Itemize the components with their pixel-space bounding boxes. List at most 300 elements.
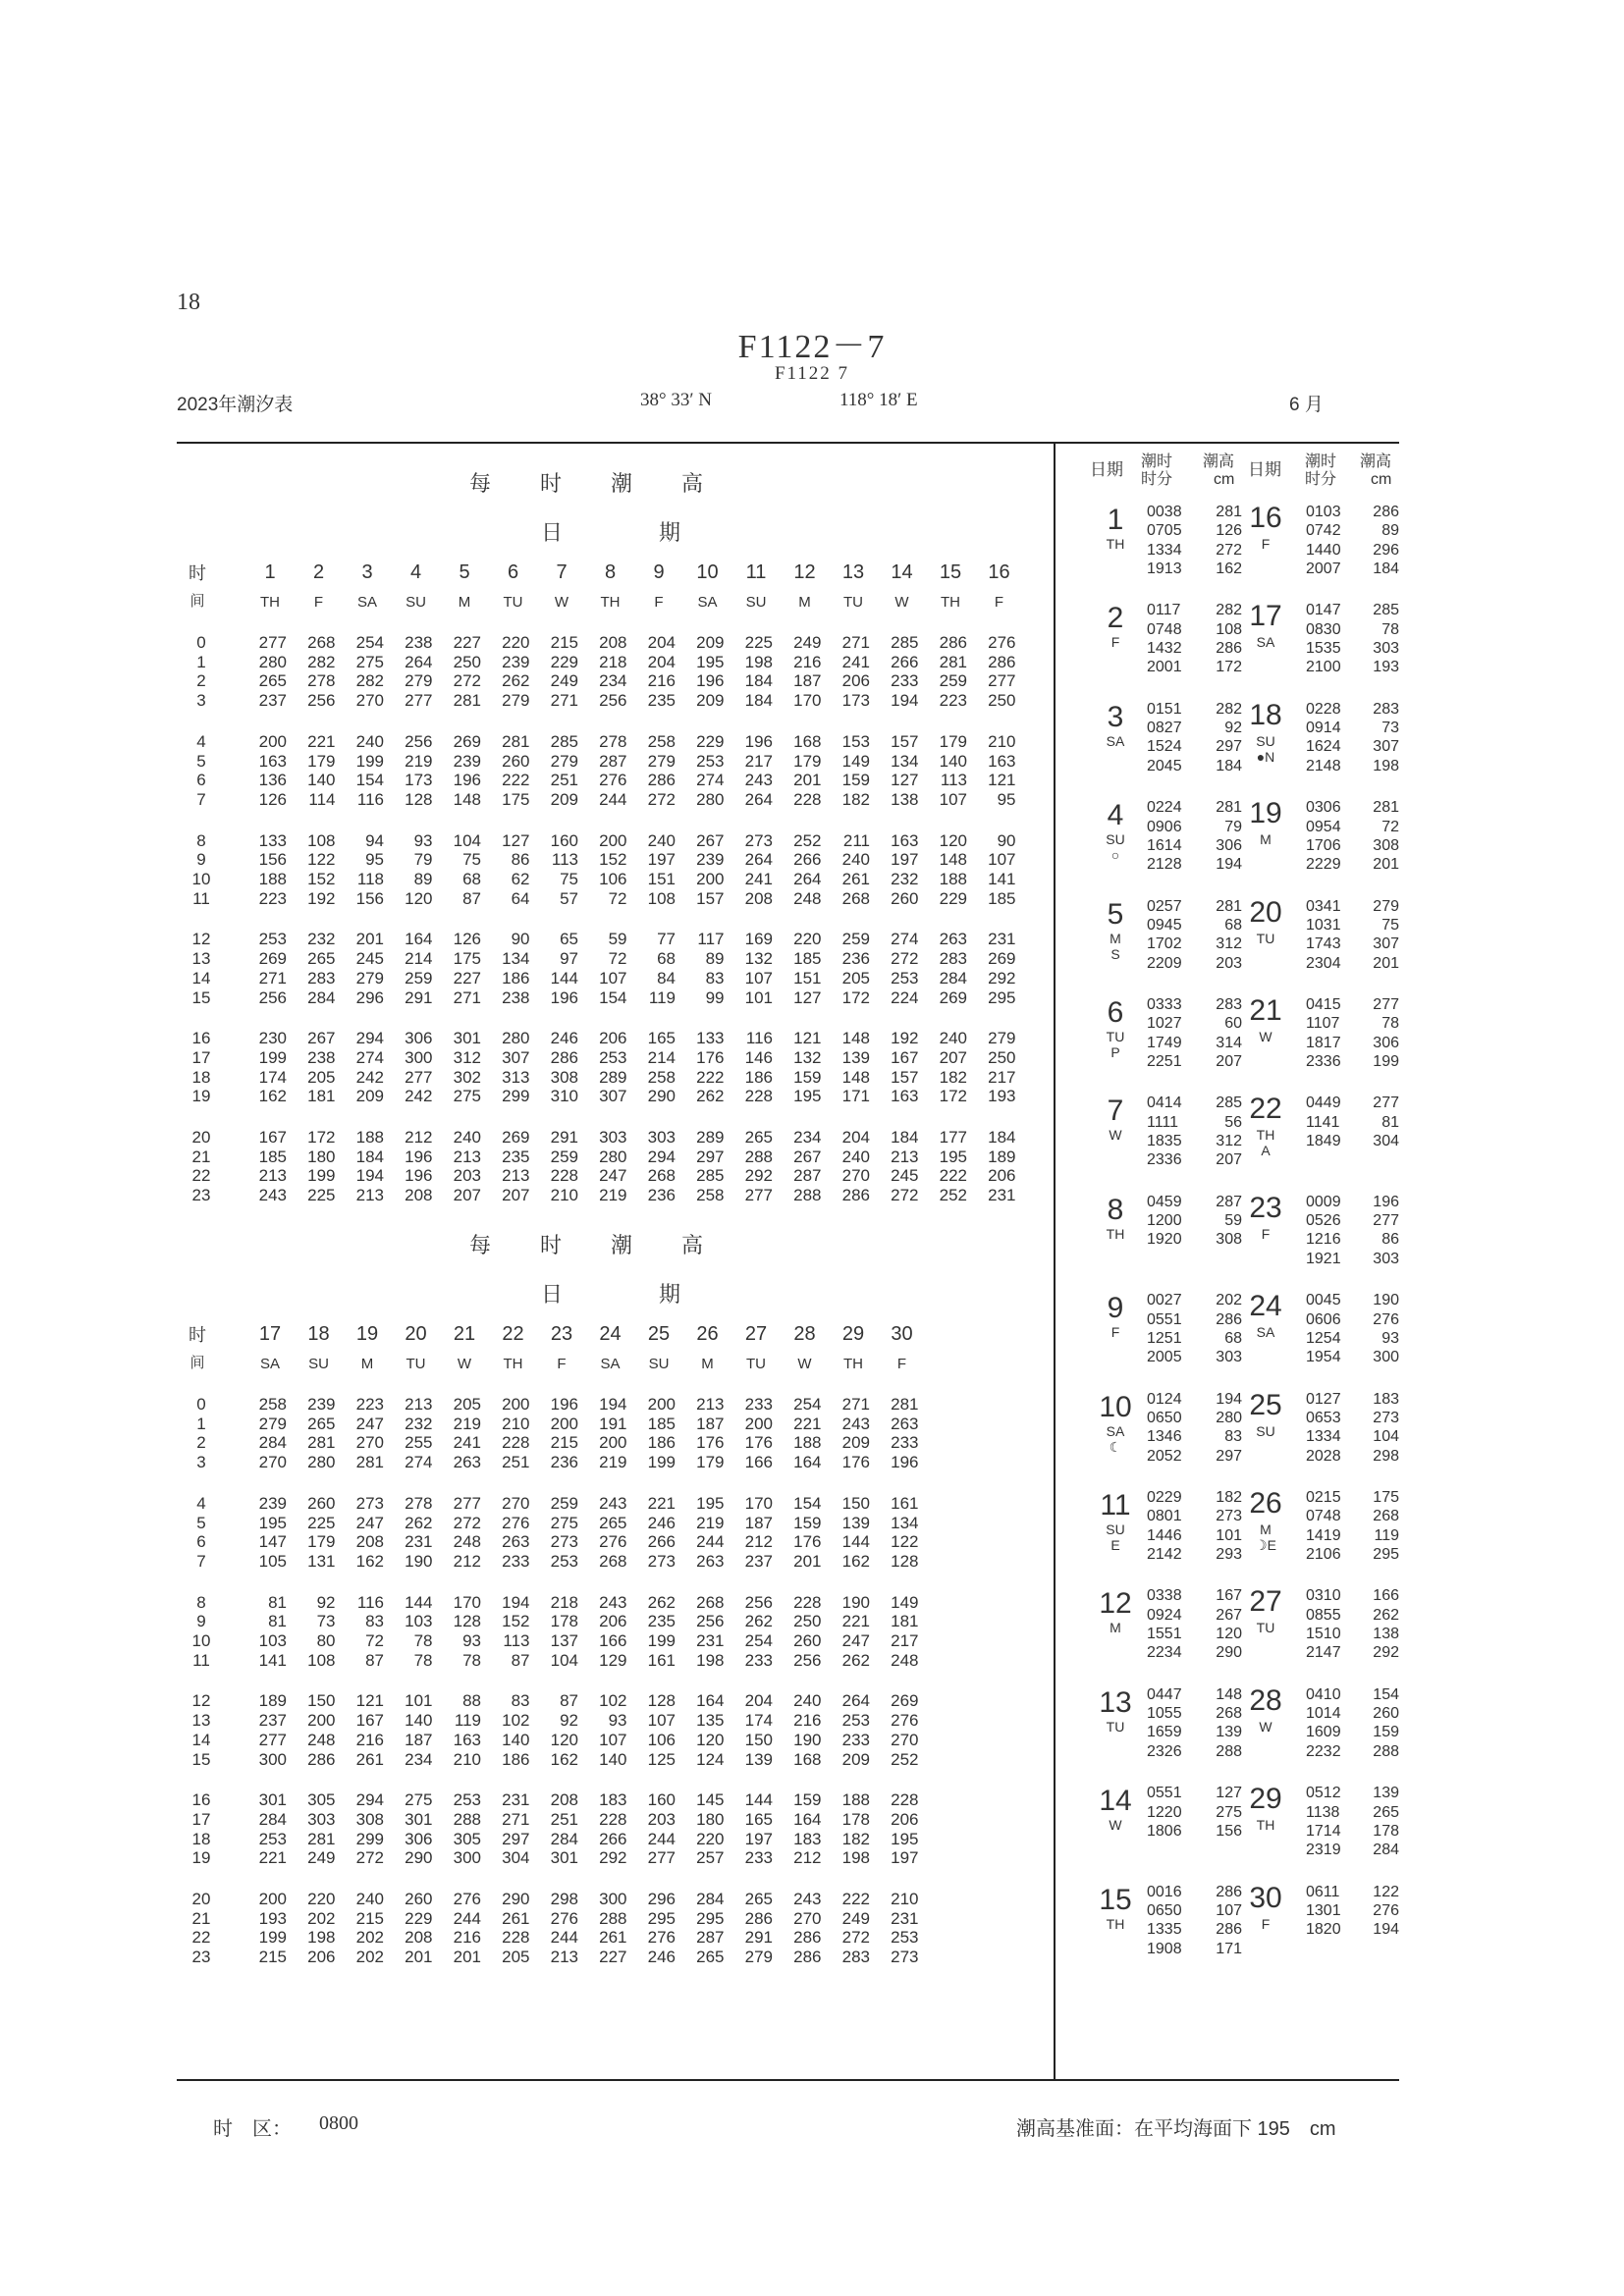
- hourly-height-value: 223: [939, 691, 967, 711]
- tide-day-number: 25: [1249, 1388, 1282, 1421]
- tide-height: 178: [1373, 1822, 1399, 1840]
- hourly-height-value: 273: [355, 1493, 384, 1513]
- hour-number: 14: [191, 1730, 211, 1749]
- hourly-height-value: 218: [599, 652, 627, 671]
- hourly-height-value: 284: [696, 1890, 725, 1908]
- hourly-height-value: 209: [841, 1749, 870, 1769]
- hourly-height-value: 227: [599, 1948, 627, 1967]
- tide-height: 193: [1373, 659, 1399, 676]
- day-number: 16: [988, 561, 1010, 583]
- hourly-height-value: 235: [647, 691, 676, 711]
- tide-height: 308: [1216, 1231, 1242, 1249]
- tide-time: 2028: [1306, 1447, 1341, 1465]
- tide-height: 267: [1216, 1606, 1242, 1624]
- hourly-height-value: 211: [842, 830, 870, 850]
- hourly-height-value: 251: [550, 1809, 578, 1829]
- hourly-height-value: 192: [307, 888, 336, 908]
- hour-number: 9: [196, 850, 206, 870]
- hourly-height-value: 114: [308, 789, 336, 809]
- tide-phase-mark: ●N: [1256, 748, 1275, 765]
- hourly-height-value: 138: [891, 789, 919, 809]
- hourly-height-value: 252: [891, 1749, 919, 1769]
- hourly-height-value: 127: [502, 830, 530, 850]
- day-number: 30: [891, 1323, 913, 1345]
- hourly-height-value: 234: [405, 1749, 433, 1769]
- hour-label-bottom: 间: [189, 1355, 205, 1371]
- hourly-height-value: 252: [793, 830, 822, 850]
- hourly-height-value: 149: [891, 1592, 919, 1612]
- hourly-height-value: 179: [307, 1532, 336, 1552]
- hourly-height-value: 120: [405, 888, 433, 908]
- hourly-height-value: 185: [793, 949, 822, 969]
- hourly-height-value: 275: [453, 1087, 481, 1106]
- weekday: SU: [648, 1356, 670, 1372]
- tide-time: 0147: [1306, 602, 1341, 619]
- hourly-height-value: 176: [744, 1433, 773, 1453]
- hourly-height-value: 228: [891, 1790, 919, 1810]
- hourly-height-value: 127: [793, 988, 822, 1007]
- tide-time: 0551: [1147, 1785, 1182, 1802]
- tide-time: 1446: [1147, 1526, 1182, 1544]
- hourly-height-value: 107: [599, 968, 627, 988]
- hourly-height-value: 265: [744, 1128, 773, 1147]
- hourly-height-value: 191: [599, 1414, 627, 1433]
- hourly-height-value: 223: [258, 888, 287, 908]
- tide-day-number: 28: [1249, 1683, 1282, 1717]
- hourly-height-value: 203: [647, 1809, 676, 1829]
- hourly-height-value: 200: [696, 870, 725, 888]
- hourly-height-value: 188: [939, 870, 967, 888]
- hourly-height-value: 196: [891, 1453, 919, 1472]
- hourly-height-value: 261: [355, 1749, 384, 1769]
- day-number: 13: [841, 561, 865, 583]
- hourly-height-value: 270: [502, 1493, 530, 1513]
- tide-height: 73: [1381, 720, 1399, 737]
- hourly-height-value: 126: [258, 789, 287, 809]
- hourly-height-value: 253: [599, 1047, 627, 1067]
- hourly-height-value: 269: [988, 949, 1016, 969]
- hourly-height-value: 243: [744, 771, 773, 790]
- hourly-height-value: 247: [841, 1631, 870, 1650]
- weekday: F: [557, 1356, 567, 1372]
- hour-number: 15: [191, 988, 211, 1007]
- tide-time: 2209: [1147, 954, 1182, 972]
- bottom-rule: [177, 2079, 1399, 2081]
- tide-height: 172: [1216, 659, 1242, 676]
- hourly-height-value: 201: [793, 1551, 822, 1571]
- hour-number: 4: [196, 731, 206, 751]
- tide-height: 199: [1373, 1052, 1399, 1070]
- hourly-height-value: 220: [793, 930, 822, 949]
- hourly-height-value: 280: [502, 1029, 530, 1048]
- tide-phase-mark: ○: [1110, 847, 1120, 864]
- hour-number: 1: [196, 652, 206, 671]
- hourly-height-value: 276: [453, 1890, 481, 1908]
- hourly-height-value: 205: [841, 968, 870, 988]
- hourly-height-value: 141: [258, 1650, 287, 1670]
- weekday: SA: [356, 594, 377, 611]
- hour-number: 4: [196, 1493, 206, 1513]
- tide-height: 268: [1216, 1705, 1242, 1723]
- tide-height: 107: [1216, 1901, 1242, 1919]
- hourly-height-value: 240: [939, 1029, 967, 1048]
- hourly-height-value: 269: [939, 988, 967, 1007]
- hourly-height-value: 214: [647, 1047, 676, 1067]
- tide-height: 171: [1216, 1940, 1242, 1957]
- hourly-height-value: 233: [744, 1650, 773, 1670]
- hourly-height-value: 304: [502, 1848, 530, 1868]
- hourly-height-value: 253: [891, 1928, 919, 1948]
- hourly-height-value: 279: [988, 1029, 1016, 1048]
- weekday: W: [797, 1356, 812, 1372]
- hourly-height-value: 107: [939, 789, 967, 809]
- tide-height: 139: [1216, 1724, 1242, 1741]
- day-number: 12: [793, 561, 816, 583]
- hourly-height-value: 240: [841, 1147, 870, 1166]
- tide-time: 1849: [1306, 1133, 1341, 1149]
- hourly-height-value: 285: [550, 731, 578, 751]
- hourly-height-value: 307: [502, 1047, 530, 1067]
- hourly-height-value: 225: [744, 633, 773, 652]
- tide-weekday: TH: [1106, 1225, 1125, 1242]
- tide-time: 0650: [1147, 1901, 1182, 1919]
- hourly-height-value: 210: [891, 1890, 919, 1908]
- tide-time: 1743: [1306, 935, 1341, 953]
- hourly-height-value: 179: [793, 751, 822, 771]
- tide-time: 2148: [1306, 757, 1341, 774]
- hourly-height-value: 245: [891, 1166, 919, 1186]
- hourly-height-value: 279: [405, 671, 433, 691]
- tide-height: 285: [1216, 1095, 1242, 1112]
- tide-time: 0827: [1147, 720, 1182, 737]
- hourly-height-value: 187: [744, 1513, 773, 1532]
- hourly-height-value: 265: [744, 1890, 773, 1908]
- hourly-height-value: 159: [793, 1790, 822, 1810]
- hourly-height-value: 80: [316, 1631, 336, 1650]
- hourly-height-value: 282: [307, 652, 336, 671]
- tide-time: 0117: [1147, 602, 1181, 619]
- hourly-height-value: 225: [307, 1513, 336, 1532]
- hourly-height-value: 256: [696, 1612, 725, 1631]
- day-number: 25: [647, 1323, 671, 1345]
- hourly-height-value: 233: [891, 671, 919, 691]
- hourly-height-value: 185: [258, 1147, 287, 1166]
- hourly-height-value: 221: [647, 1493, 676, 1513]
- hourly-height-value: 200: [599, 830, 627, 850]
- hourly-height-value: 299: [502, 1087, 530, 1106]
- tide-time: 0748: [1306, 1508, 1341, 1525]
- hourly-height-value: 148: [841, 1067, 870, 1087]
- hourly-height-value: 184: [988, 1128, 1016, 1147]
- hourly-height-value: 249: [841, 1908, 870, 1928]
- hourly-height-value: 266: [891, 652, 919, 671]
- hourly-height-value: 249: [793, 633, 822, 652]
- tide-height: 138: [1373, 1626, 1399, 1642]
- hourly-height-value: 237: [744, 1551, 773, 1571]
- hourly-height-value: 256: [258, 988, 287, 1007]
- hourly-height-value: 279: [550, 751, 578, 771]
- hourly-height-value: 148: [939, 850, 967, 870]
- tide-height: 201: [1373, 856, 1399, 874]
- tide-height: 290: [1216, 1644, 1242, 1662]
- tide-time: 2336: [1306, 1052, 1341, 1070]
- tide-day-number: 12: [1099, 1587, 1132, 1621]
- tide-day-number: 9: [1107, 1292, 1124, 1325]
- hour-number: 9: [196, 1612, 206, 1631]
- hourly-height-value: 90: [997, 830, 1016, 850]
- hourly-height-value: 182: [841, 1829, 870, 1848]
- hourly-height-value: 104: [453, 830, 481, 850]
- hourly-height-value: 78: [413, 1631, 433, 1650]
- hourly-height-value: 72: [608, 949, 627, 969]
- tide-weekday: M: [1260, 1522, 1272, 1537]
- weekday: TU: [746, 1356, 766, 1372]
- tide-height: 283: [1216, 996, 1242, 1013]
- hourly-height-value: 228: [550, 1166, 578, 1186]
- tide-time: 0742: [1306, 522, 1341, 540]
- hour-number: 14: [191, 968, 211, 988]
- hourly-height-value: 251: [502, 1453, 530, 1472]
- tide-height: 120: [1216, 1626, 1242, 1642]
- hourly-height-value: 261: [841, 870, 870, 888]
- hourly-height-value: 219: [599, 1186, 627, 1205]
- hour-number: 13: [191, 1711, 211, 1731]
- hour-number: 3: [196, 691, 206, 711]
- tide-day-number: 15: [1099, 1883, 1132, 1916]
- hourly-height-value: 170: [793, 691, 822, 711]
- tide-weekday: F: [1261, 536, 1271, 552]
- hourly-height-value: 277: [744, 1186, 773, 1205]
- hourly-height-value: 136: [258, 771, 287, 790]
- hourly-height-value: 106: [647, 1730, 676, 1749]
- hourly-height-value: 239: [502, 652, 530, 671]
- hourly-height-value: 216: [355, 1730, 384, 1749]
- hourly-height-value: 278: [405, 1493, 433, 1513]
- tide-height: 273: [1373, 1409, 1399, 1426]
- tide-time: 0228: [1306, 700, 1341, 718]
- hourly-height-value: 208: [355, 1532, 384, 1552]
- hourly-height-value: 264: [793, 870, 822, 888]
- hourly-height-value: 276: [647, 1928, 676, 1948]
- tide-day-number: 10: [1099, 1390, 1132, 1423]
- hourly-height-value: 230: [258, 1029, 287, 1048]
- hourly-height-value: 131: [307, 1551, 336, 1571]
- hourly-height-value: 215: [258, 1948, 287, 1967]
- weekday: SU: [308, 1356, 329, 1372]
- hourly-height-value: 238: [502, 988, 530, 1007]
- tide-height: 93: [1381, 1329, 1399, 1347]
- hourly-height-value: 178: [550, 1612, 578, 1631]
- hourly-height-value: 97: [560, 949, 578, 969]
- hourly-height-value: 102: [502, 1711, 530, 1731]
- hourly-height-value: 228: [793, 789, 822, 809]
- hourly-height-value: 283: [307, 968, 336, 988]
- hourly-height-value: 195: [939, 1147, 967, 1166]
- hourly-height-value: 253: [891, 968, 919, 988]
- hourly-height-value: 269: [258, 949, 287, 969]
- hourly-height-value: 208: [599, 633, 627, 652]
- hourly-height-value: 186: [647, 1433, 676, 1453]
- page-title: F1122－7: [737, 329, 887, 365]
- tide-height: 303: [1216, 1349, 1242, 1366]
- tide-time: 1419: [1306, 1526, 1341, 1544]
- hourly-height-value: 300: [599, 1890, 627, 1908]
- hourly-height-value: 277: [647, 1848, 676, 1868]
- tide-height: 281: [1216, 504, 1242, 520]
- hourly-height-value: 281: [355, 1453, 384, 1472]
- tide-weekday: TH: [1256, 1817, 1275, 1834]
- tide-time: 0257: [1147, 897, 1182, 915]
- tide-time: 1055: [1147, 1705, 1182, 1723]
- hourly-caption: 每 时 潮 高: [469, 471, 706, 496]
- hour-number: 8: [196, 1592, 206, 1612]
- hourly-height-value: 180: [696, 1809, 725, 1829]
- tide-height: 288: [1373, 1742, 1399, 1760]
- tide-time: 1346: [1147, 1428, 1182, 1446]
- hourly-height-value: 268: [841, 888, 870, 908]
- hourly-height-value: 157: [891, 1067, 919, 1087]
- hourly-height-value: 290: [647, 1087, 676, 1106]
- hourly-height-value: 259: [405, 968, 433, 988]
- hourly-height-value: 128: [453, 1612, 481, 1631]
- hourly-height-value: 267: [696, 830, 725, 850]
- hourly-height-value: 261: [599, 1928, 627, 1948]
- tide-height: 276: [1373, 1901, 1399, 1919]
- hourly-height-value: 312: [453, 1047, 481, 1067]
- hourly-height-value: 166: [744, 1453, 773, 1472]
- hourly-height-value: 248: [793, 888, 822, 908]
- tide-time: 1614: [1147, 836, 1182, 854]
- hourly-height-value: 184: [744, 691, 773, 711]
- hourly-height-value: 157: [891, 731, 919, 751]
- hourly-height-value: 270: [841, 1166, 870, 1186]
- hourly-height-value: 200: [307, 1711, 336, 1731]
- hourly-height-value: 75: [462, 850, 481, 870]
- tide-weekday: TH: [1256, 1127, 1275, 1144]
- tide-height: 194: [1216, 1390, 1242, 1408]
- hourly-height-value: 183: [599, 1790, 627, 1810]
- hour-number: 17: [191, 1809, 211, 1829]
- hourly-height-value: 173: [405, 771, 433, 790]
- hourly-height-value: 287: [599, 751, 627, 771]
- hour-number: 23: [191, 1186, 211, 1205]
- hourly-height-value: 296: [647, 1890, 676, 1908]
- tide-time: 1524: [1147, 738, 1182, 756]
- hourly-height-value: 105: [258, 1551, 287, 1571]
- tide-time: 0611: [1306, 1883, 1340, 1900]
- hourly-height-value: 217: [744, 751, 773, 771]
- day-number: 24: [599, 1323, 622, 1345]
- hourly-height-value: 221: [841, 1612, 870, 1631]
- hourly-height-value: 213: [550, 1948, 578, 1967]
- tide-time: 0447: [1147, 1685, 1182, 1703]
- hourly-height-value: 213: [891, 1147, 919, 1166]
- tide-day-number: 16: [1249, 502, 1282, 534]
- hourly-height-value: 228: [502, 1433, 530, 1453]
- tide-height: 190: [1373, 1292, 1399, 1309]
- tide-height: 203: [1216, 954, 1242, 972]
- hourly-height-value: 133: [696, 1029, 725, 1048]
- hourly-height-value: 140: [502, 1730, 530, 1749]
- hourly-height-value: 204: [841, 1128, 870, 1147]
- hourly-height-value: 139: [841, 1513, 870, 1532]
- weekday: SA: [600, 1356, 621, 1372]
- hourly-height-value: 285: [696, 1166, 725, 1186]
- tide-time: 0705: [1147, 522, 1182, 540]
- hourly-height-value: 232: [307, 930, 336, 949]
- hourly-height-value: 172: [307, 1128, 336, 1147]
- hourly-height-value: 290: [405, 1848, 433, 1868]
- hourly-height-value: 65: [560, 930, 578, 949]
- day-number: 7: [556, 561, 568, 583]
- tide-time: 1659: [1147, 1724, 1182, 1741]
- hourly-height-value: 208: [405, 1928, 433, 1948]
- hourly-height-value: 189: [988, 1147, 1016, 1166]
- tide-phase-mark: ☽E: [1255, 1537, 1276, 1553]
- day-number: 17: [258, 1323, 282, 1345]
- hourly-height-value: 186: [502, 1749, 530, 1769]
- hourly-height-value: 236: [647, 1186, 676, 1205]
- hourly-height-value: 216: [793, 1711, 822, 1731]
- hour-number: 6: [196, 1532, 206, 1552]
- tide-time: 0341: [1306, 897, 1341, 915]
- tide-height: 166: [1373, 1587, 1399, 1605]
- hourly-height-value: 301: [405, 1809, 433, 1829]
- hourly-height-value: 175: [453, 949, 481, 969]
- tide-height: 162: [1216, 560, 1242, 577]
- hourly-height-value: 86: [511, 850, 530, 870]
- hourly-height-value: 286: [307, 1749, 336, 1769]
- hourly-height-value: 273: [891, 1948, 919, 1967]
- hourly-height-value: 227: [453, 633, 481, 652]
- tide-height: 184: [1373, 560, 1399, 577]
- hourly-height-value: 162: [355, 1551, 384, 1571]
- tide-height: 159: [1373, 1724, 1399, 1741]
- hourly-height-value: 222: [841, 1890, 870, 1908]
- tide-time: 0124: [1147, 1390, 1182, 1408]
- hourly-height-value: 303: [307, 1809, 336, 1829]
- hour-number: 20: [191, 1890, 211, 1908]
- hourly-height-value: 268: [696, 1592, 725, 1612]
- hourly-height-value: 152: [599, 850, 627, 870]
- hourly-height-value: 113: [503, 1631, 530, 1650]
- hourly-height-value: 209: [841, 1433, 870, 1453]
- tide-day-number: 19: [1249, 797, 1282, 830]
- hourly-caption: 每 时 潮 高: [469, 1233, 706, 1257]
- tide-phase-mark: P: [1110, 1044, 1120, 1060]
- hourly-height-value: 196: [696, 671, 725, 691]
- hourly-height-value: 148: [841, 1029, 870, 1048]
- hourly-height-value: 168: [793, 1749, 822, 1769]
- hourly-height-value: 187: [793, 671, 822, 691]
- hourly-height-value: 280: [696, 789, 725, 809]
- tide-time: 2001: [1147, 659, 1182, 676]
- weekday: F: [994, 594, 1004, 611]
- tide-height: 277: [1373, 1095, 1399, 1112]
- tide-time: 0410: [1306, 1685, 1341, 1703]
- hourly-height-value: 292: [988, 968, 1016, 988]
- hourly-height-value: 260: [307, 1493, 336, 1513]
- hourly-height-value: 124: [696, 1749, 725, 1769]
- tide-height: 83: [1224, 1428, 1242, 1446]
- hourly-height-value: 204: [744, 1691, 773, 1711]
- tide-height: 148: [1216, 1685, 1242, 1703]
- hourly-height-value: 101: [405, 1691, 433, 1711]
- hourly-height-value: 93: [608, 1711, 627, 1731]
- hourly-height-value: 144: [550, 968, 578, 988]
- hourly-height-value: 198: [841, 1848, 870, 1868]
- hourly-height-value: 262: [647, 1592, 676, 1612]
